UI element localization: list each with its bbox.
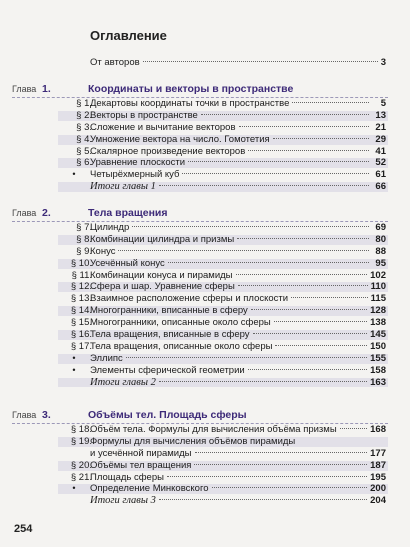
entry-line	[90, 436, 386, 448]
entry-line	[90, 472, 386, 484]
leader-dots	[201, 114, 369, 115]
bullet-marker: •	[72, 352, 76, 363]
entry-title: Усечённый конус	[90, 257, 165, 269]
entry-line	[90, 483, 386, 495]
entry-title: Векторы в пространстве	[90, 109, 198, 121]
entry-line	[90, 181, 386, 193]
entry-title: Многогранники, описанные около сферы	[90, 317, 271, 329]
page-number: 254	[14, 523, 33, 535]
leader-dots	[275, 345, 367, 346]
leader-dots	[237, 238, 369, 239]
toc-entry[interactable]	[0, 436, 410, 448]
entry-page: 158	[370, 364, 386, 376]
toc-entry[interactable]	[0, 495, 410, 507]
entry-line	[90, 234, 386, 246]
leader-dots	[340, 428, 367, 429]
toc-entry[interactable]	[0, 146, 410, 158]
entry-page: 52	[375, 157, 386, 169]
toc-entry[interactable]	[0, 281, 410, 293]
section-number: § 12.	[70, 281, 92, 293]
entry-line	[90, 258, 386, 270]
toc-entry[interactable]	[0, 424, 410, 436]
chapter-title: Объёмы тел. Площадь сферы	[88, 409, 247, 421]
leader-dots	[248, 150, 369, 151]
chapter-summary-label: Итоги главы 2	[90, 376, 156, 388]
leader-dots	[159, 185, 369, 186]
entry-page: 145	[370, 329, 386, 341]
section-number: § 6.	[76, 157, 92, 169]
entry-page: 95	[375, 257, 386, 269]
entry-title: Формулы для вычисления объёмов пирамиды	[90, 435, 296, 447]
entry-line	[90, 448, 386, 460]
entry-title: Четырёхмерный куб	[90, 169, 180, 181]
leader-dots	[236, 274, 368, 275]
entry-line	[90, 495, 386, 507]
entry-line	[90, 329, 386, 341]
entry-title: Сложение и вычитание векторов	[90, 121, 236, 133]
toc-entry[interactable]	[0, 234, 410, 246]
section-number: § 9.	[76, 245, 92, 257]
toc-entry[interactable]	[0, 181, 410, 193]
entry-page: 195	[370, 471, 386, 483]
entry-page: 61	[375, 169, 386, 181]
entry-line	[90, 377, 386, 389]
entry-title: и усечённой пирамиды	[90, 447, 192, 459]
leader-dots	[239, 126, 369, 127]
entry-line	[90, 424, 386, 436]
entry-title: Уравнение плоскости	[90, 157, 186, 169]
entry-title: Тела вращения, вписанные в сферу	[90, 329, 250, 341]
authors-entry[interactable]	[90, 57, 386, 68]
chapter-word: Глава	[12, 84, 37, 94]
section-number: § 14.	[70, 305, 92, 317]
entry-title: Тела вращения, описанные около сферы	[90, 340, 273, 352]
leader-dots	[132, 226, 369, 227]
leader-dots	[126, 357, 367, 358]
toc-entry[interactable]	[0, 122, 410, 134]
entry-line	[90, 270, 386, 282]
toc-entry[interactable]	[0, 460, 410, 472]
chapter-title: Тела вращения	[88, 207, 168, 219]
section-number: § 3.	[76, 121, 92, 133]
entry-title: Взаимное расположение сферы и плоскости	[90, 293, 289, 305]
leader-dots	[188, 161, 369, 162]
entry-page: 5	[380, 98, 386, 109]
entry-page: 150	[370, 340, 386, 352]
section-number: § 2.	[76, 109, 92, 121]
entry-line	[90, 341, 386, 353]
toc-entry[interactable]	[0, 317, 410, 329]
chapter-summary-label: Итоги главы 1	[90, 181, 156, 193]
entry-title: Эллипс	[90, 352, 123, 364]
entry-page: 88	[375, 245, 386, 257]
chapter-heading[interactable]	[0, 406, 410, 424]
toc-entry[interactable]	[0, 305, 410, 317]
toc-entry[interactable]	[0, 329, 410, 341]
entry-line	[90, 157, 386, 169]
toc-entry[interactable]	[0, 246, 410, 258]
leader-dots	[118, 250, 369, 251]
entry-page: 177	[370, 447, 386, 459]
entry-line	[90, 134, 386, 146]
chapter-1	[0, 80, 410, 193]
section-number: § 13.	[70, 293, 92, 305]
entry-line	[90, 110, 386, 122]
entry-page: 110	[370, 281, 386, 293]
entry-page: 80	[375, 233, 386, 245]
section-number: § 7.	[76, 222, 92, 233]
toc-entry[interactable]	[0, 98, 410, 110]
chapter-title: Координаты и векторы в пространстве	[88, 83, 294, 95]
section-number: § 16.	[70, 329, 92, 341]
chapter-number: 3.	[42, 409, 51, 421]
entry-line	[90, 460, 386, 472]
entry-page: 163	[370, 376, 386, 388]
leader-dots	[159, 499, 367, 500]
entry-title: Комбинации конуса и пирамиды	[90, 269, 233, 281]
entry-page: 66	[375, 181, 386, 193]
entry-title: Умножение вектора на число. Гомотетия	[90, 133, 270, 145]
toc-entry[interactable]	[0, 293, 410, 305]
entry-line	[90, 281, 386, 293]
entry-page: 155	[370, 352, 386, 364]
entry-title: Определение Минковского	[90, 483, 209, 495]
entry-title: Элементы сферической геометрии	[90, 364, 245, 376]
entry-page: 21	[375, 121, 386, 133]
leader-dots	[291, 297, 368, 298]
page-title: Оглавление	[90, 28, 167, 43]
entry-title: Конус	[90, 245, 116, 257]
section-number: § 21.	[70, 471, 92, 483]
entry-line	[90, 317, 386, 329]
toc-entry[interactable]	[0, 258, 410, 270]
entry-page: 29	[375, 133, 386, 145]
entry-page: 102	[370, 269, 386, 281]
section-number: § 8.	[76, 233, 92, 245]
toc-entry[interactable]	[0, 341, 410, 353]
entry-page: 41	[375, 145, 386, 157]
chapter-3	[0, 406, 410, 507]
section-number: § 19.	[70, 435, 92, 447]
entry-line	[90, 222, 386, 234]
entry-line	[90, 98, 386, 110]
entry-title: Цилиндр	[90, 222, 130, 233]
entry-title: Комбинации цилиндра и призмы	[90, 233, 235, 245]
toc-entry[interactable]	[0, 157, 410, 169]
entry-title: Сфера и шар. Уравнение сферы	[90, 281, 235, 293]
entry-page: 138	[370, 317, 386, 329]
bullet-marker: •	[72, 483, 76, 494]
leader-dots	[159, 381, 367, 382]
leader-dots	[212, 487, 368, 488]
entry-line	[90, 246, 386, 258]
entry-line	[90, 122, 386, 134]
toc-entry[interactable]	[0, 222, 410, 234]
entry-page: 13	[375, 109, 386, 121]
leader-dots	[253, 333, 368, 334]
bullet-marker: •	[72, 169, 76, 180]
leader-dots	[182, 173, 369, 174]
entry-page: 200	[370, 483, 386, 495]
leader-dots	[168, 262, 369, 263]
toc-entry[interactable]	[0, 134, 410, 146]
entry-title: Скалярное произведение векторов	[90, 145, 246, 157]
entry-line	[90, 169, 386, 181]
section-number: § 20.	[70, 459, 92, 471]
toc-entry[interactable]	[0, 110, 410, 122]
entry-title: Декартовы координаты точки в пространстве	[90, 98, 290, 109]
section-number: § 4.	[76, 133, 92, 145]
entry-line	[90, 305, 386, 317]
section-number: § 1.	[76, 98, 92, 109]
chapter-heading[interactable]	[0, 204, 410, 222]
entry-page: 69	[375, 222, 386, 233]
leader-dots	[195, 452, 368, 453]
section-number: § 17.	[70, 340, 92, 352]
authors-label: От авторов	[90, 57, 140, 68]
toc-entry[interactable]	[0, 365, 410, 377]
entry-page: 168	[370, 424, 386, 435]
toc-entry[interactable]	[0, 169, 410, 181]
toc-entry[interactable]	[0, 270, 410, 282]
toc-entry[interactable]	[0, 448, 410, 460]
section-number: § 18.	[70, 424, 92, 435]
entry-title: Объёмы тел вращения	[90, 459, 192, 471]
leader-dots	[238, 285, 368, 286]
toc-entry[interactable]	[0, 353, 410, 365]
entry-page: 204	[370, 495, 386, 507]
entry-title: Многогранники, вписанные в сферу	[90, 305, 248, 317]
section-number: § 15.	[70, 317, 92, 329]
leader-dots	[143, 61, 378, 62]
section-number: § 5.	[76, 145, 92, 157]
toc-entry[interactable]	[0, 377, 410, 389]
entry-page: 115	[370, 293, 386, 305]
toc-entry[interactable]	[0, 472, 410, 484]
entry-page: 128	[370, 305, 386, 317]
leader-dots	[273, 138, 369, 139]
leader-dots	[248, 369, 367, 370]
leader-dots	[274, 321, 367, 322]
entry-page: 187	[370, 459, 386, 471]
leader-dots	[251, 309, 367, 310]
entry-line	[90, 353, 386, 365]
leader-dots	[292, 102, 369, 103]
entry-line	[90, 146, 386, 158]
entry-title: Площадь сферы	[90, 471, 164, 483]
leader-dots	[167, 476, 367, 477]
chapter-number: 1.	[42, 83, 51, 95]
chapter-summary-label: Итоги главы 3	[90, 495, 156, 507]
authors-page: 3	[380, 57, 386, 68]
leader-dots	[194, 464, 367, 465]
chapter-number: 2.	[42, 207, 51, 219]
chapter-2	[0, 204, 410, 388]
bullet-marker: •	[72, 364, 76, 375]
entry-line	[90, 293, 386, 305]
entry-title: Объём тела. Формулы для вычисления объёма призмы	[90, 424, 337, 435]
toc-entry[interactable]	[0, 483, 410, 495]
section-number: § 11.	[71, 269, 92, 281]
section-number: § 10.	[70, 257, 92, 269]
entry-line	[90, 365, 386, 377]
chapter-word: Глава	[12, 208, 37, 218]
chapter-heading[interactable]	[0, 80, 410, 98]
chapter-word: Глава	[12, 410, 37, 420]
